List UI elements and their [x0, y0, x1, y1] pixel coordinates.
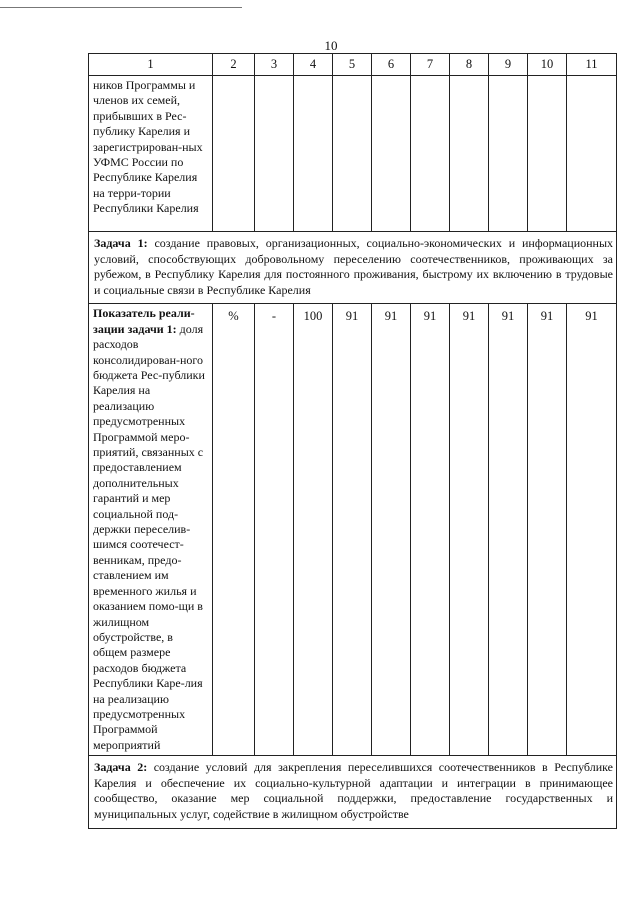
indicator-1-row	[89, 304, 617, 756]
empty-cell	[294, 76, 333, 232]
column-number: 10	[528, 54, 567, 76]
empty-cell	[411, 76, 450, 232]
indicator-1-description	[89, 304, 213, 756]
continued-indicator-text: ников Программы и членов их семей, прибывших в Рес-публику Карелия и зарегистрирован-ных УФМС России по Республике Карелия на терри-тории Республики Карелия	[89, 76, 213, 232]
empty-cell	[567, 76, 617, 232]
task-2-label: Задача 2:	[94, 760, 148, 775]
continued-indicator-row	[89, 76, 617, 232]
indicator-1-value: 91	[333, 304, 372, 756]
empty-cell	[528, 76, 567, 232]
column-number: 6	[372, 54, 411, 76]
column-number: 5	[333, 54, 372, 76]
column-number-row	[89, 54, 617, 76]
indicator-1-value: 91	[489, 304, 528, 756]
indicator-1-value: 91	[567, 304, 617, 756]
program-indicators-table	[88, 53, 617, 829]
empty-cell	[333, 76, 372, 232]
task-1-label: Задача 1:	[94, 236, 148, 250]
indicator-1-value: 91	[450, 304, 489, 756]
indicator-1-label: Показатель реали-зации задачи 1:	[93, 306, 195, 336]
empty-cell	[450, 76, 489, 232]
empty-cell	[372, 76, 411, 232]
empty-cell	[489, 76, 528, 232]
column-number: 4	[294, 54, 333, 76]
indicator-1-text: доля расходов консолидирован-ного бюджета Рес-публики Карелия на реализацию предусмотренных Программой меро-приятий, связанных с предоставлением дополнительных гарантий и мер социальной под-держки переселив-шимся соотечест-венникам, предо-ставлением им временного жилья и оказанием помо-щи в жилищном обустройстве, в общем размере расходов бюджета Республики Каре-лия на реализацию предусмотренных Программой мероприятий	[93, 321, 205, 752]
task-2-cell	[89, 756, 617, 828]
column-number: 9	[489, 54, 528, 76]
scan-edge-line	[0, 7, 242, 8]
column-number: 3	[255, 54, 294, 76]
empty-cell	[213, 76, 255, 232]
task-1-cell	[89, 232, 617, 304]
task-1-row	[89, 232, 617, 304]
task-2-text: создание условий для закрепления переселившихся соотечественников в Республике Карелия и обеспечение их социально-культурной адаптации и интеграции в принимающее сообщество, оказание мер социальной поддержки, предоставление государственных и муниципальных услуг, содействие в жилищном обустройстве	[94, 760, 613, 821]
task-2-row	[89, 756, 617, 828]
column-number: 11	[567, 54, 617, 76]
column-number: 8	[450, 54, 489, 76]
column-number: 2	[213, 54, 255, 76]
indicator-1-value: 91	[372, 304, 411, 756]
column-number: 1	[89, 54, 213, 76]
indicator-1-base-value: -	[255, 304, 294, 756]
indicator-1-value: 91	[528, 304, 567, 756]
indicator-1-value: 100	[294, 304, 333, 756]
task-1-text: создание правовых, организационных, социально-экономических и информационных условий, способствующих добровольному переселению соотечественников, проживающих за рубежом, в Республику Карелия для постоянного проживания, быстрому их включению в трудовые и социальные связи в Республике Карелия	[94, 236, 614, 297]
column-number: 7	[411, 54, 450, 76]
page-number: 10	[324, 38, 338, 53]
indicator-1-unit: %	[213, 304, 255, 756]
indicator-1-value: 91	[411, 304, 450, 756]
empty-cell	[255, 76, 294, 232]
